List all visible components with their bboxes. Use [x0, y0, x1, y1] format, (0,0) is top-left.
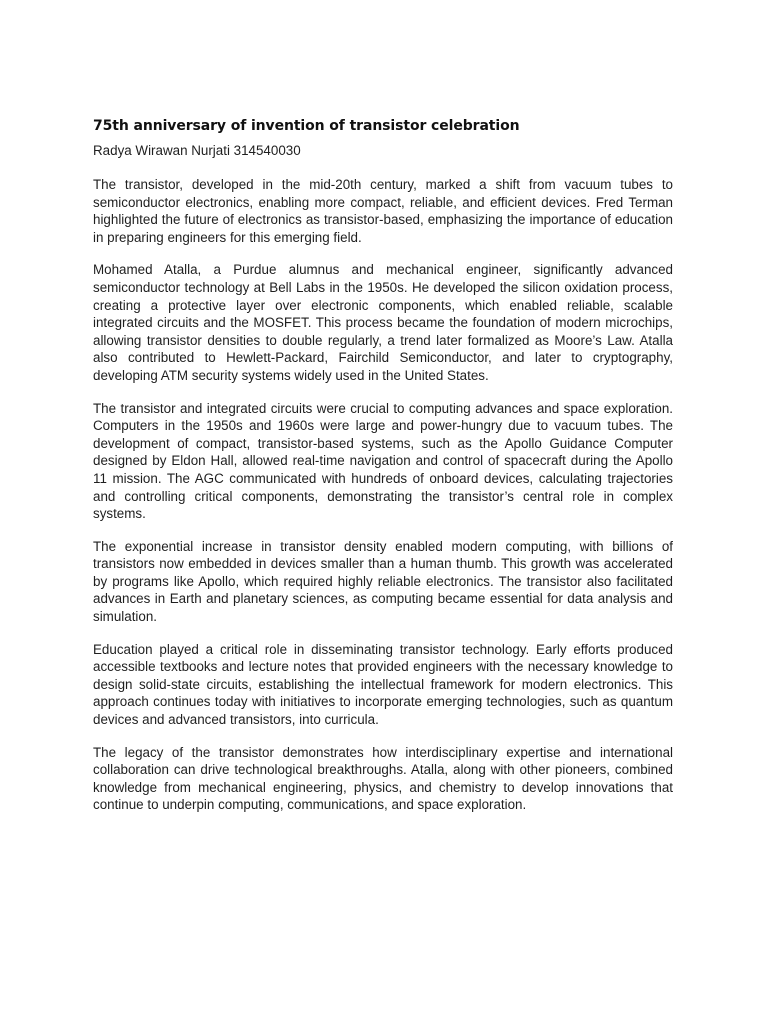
paragraph-3: The transistor and integrated circuits were crucial to computing advances and space exploration. Computers in the 1950s and 1960s were large and power-hungry due to vacuum tubes. The development of compact, transistor-based systems, such as the Apollo Guidance Computer designed by Eldon Hall, allowed real-time navigation and control of spacecraft during the Apollo 11 mission. The AGC communicated with hundreds of onboard devices, calculating trajectories and controlling critical components, demonstrating the transistor’s central role in complex systems.	[93, 400, 673, 522]
paragraph-4: The exponential increase in transistor density enabled modern computing, with billions of transistors now embedded in devices smaller than a human thumb. This growth was accelerated by programs like Apollo, which required highly reliable electronics. The transistor also facilitated advances in Earth and planetary sciences, as computing became essential for data analysis and simulation.	[93, 538, 673, 625]
document-title: 75th anniversary of invention of transistor celebration	[93, 118, 520, 134]
paragraph-1: The transistor, developed in the mid-20th century, marked a shift from vacuum tubes to semiconductor electronics, enabling more compact, reliable, and efficient devices. Fred Terman highlighted the future of electronics as transistor-based, emphasizing the importance of education in preparing engineers for this emerging field.	[93, 177, 673, 245]
document-author: Radya Wirawan Nurjati 314540030	[93, 143, 301, 158]
paragraph-5: Education played a critical role in disseminating transistor technology. Early efforts produced accessible textbooks and lecture notes that provided engineers with the necessary knowledge to design solid-state circuits, establishing the intellectual framework for modern electronics. This approach continues today with initiatives to incorporate emerging technologies, such as quantum devices and advanced transistors, into curricula.	[93, 641, 673, 728]
paragraph-2: Mohamed Atalla, a Purdue alumnus and mechanical engineer, significantly advanced semiconductor technology at Bell Labs in the 1950s. He developed the silicon oxidation process, creating a protective layer over electronic components, which enabled reliable, scalable integrated circuits and the MOSFET. This process became the foundation of modern microchips, allowing transistor densities to double regularly, a trend later formalized as Moore’s Law. Atalla also contributed to Hewlett-Packard, Fairchild Semiconductor, and later to cryptography, developing ATM security systems widely used in the United States.	[93, 262, 673, 383]
document-page	[93, 116, 673, 829]
paragraph-6: The legacy of the transistor demonstrates how interdisciplinary expertise and international collaboration can drive technological breakthroughs. Atalla, along with other pioneers, combined knowledge from mechanical engineering, physics, and chemistry to develop innovations that continue to underpin computing, communications, and space exploration.	[93, 744, 673, 813]
